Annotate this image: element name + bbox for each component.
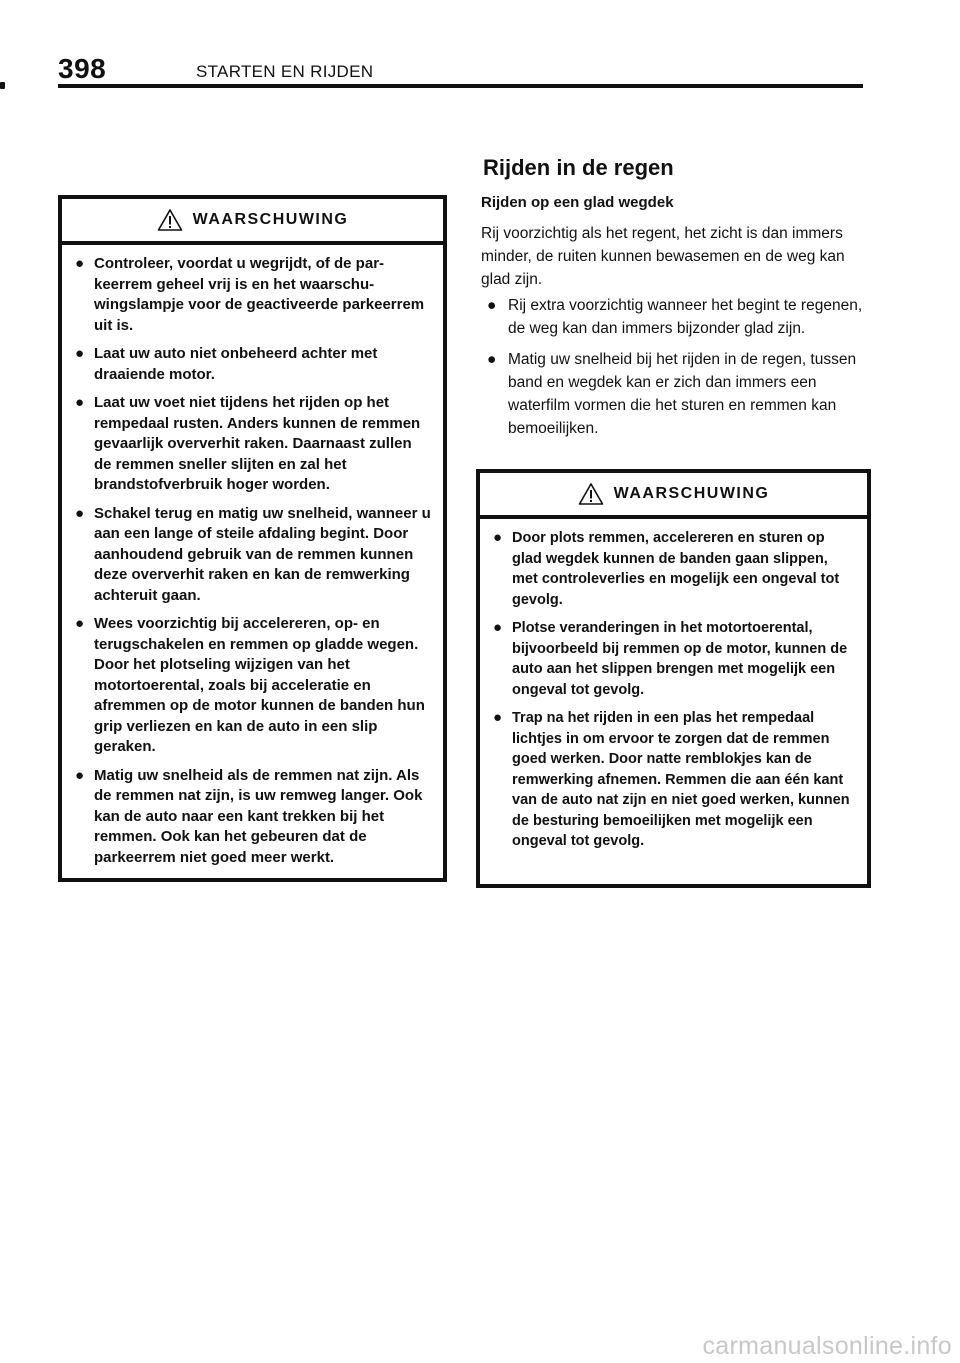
bullet: ● [493,709,503,726]
list-item: ● Trap na het rijden in een plas het rempedaal lichtjes in om ervoor te zorgen dat de remmen goed werken. Door natte remblokjes kan de remwerking afnemen. Remmen die aan één kant van de auto nat zijn en niet goed werken, kunnen de besturing bemoeilijken met mogelijk een ongeval tot gevolg. [493,709,850,849]
bullet: ● [493,529,503,546]
list-item: ● Matig uw snelheid bij het rijden in de regen, tussen band en wegdek kan er zich dan immers een waterfilm vormen die het sturen en remmen kan bemoeilijken. [481,348,871,440]
list-item: ● Laat uw auto niet onbeheerd achter met draaiende motor. [75,345,378,383]
list-item: ● Laat uw voet niet tijdens het rijden op het rempedaal rusten. Anders kunnen de remmen gevaarlijk oververhit raken. Daarnaast zullen de remmen sneller slijten en zal het brandstofverbruik hoger worden. [75,394,421,493]
section-heading: Rijden in de regen [483,155,674,180]
warning-triangle-icon [157,208,183,232]
list-item: ● Rij extra voorzichtig wanneer het begint te regenen, de weg kan dan immers bijzonder glad zijn. [481,294,871,340]
warning-box-right [476,469,871,888]
warning-header [480,473,867,519]
list-item: ● Controleer, voordat u wegrijdt, of de parkeerrem geheel vrij is en het waarschuwingslampje voor de geactiveerde parkeerrem uit is. [75,255,425,334]
bullet: ● [75,615,85,632]
header-rule [58,84,863,88]
section-list [481,294,871,448]
bullet: ● [493,619,503,636]
warning-title: WAARSCHUWING [613,485,770,502]
warning-list [62,245,443,868]
warning-box-left [58,195,447,882]
bullet: ● [75,504,85,522]
bullet: ● [75,345,85,362]
list-item: ● Wees voorzichtig bij accelereren, op- en terugschakelen en remmen op gladde wegen. Door het plotseling wijzigen van het motortoerental, zoals bij acceleratie en afremmen op de motor kunnen de banden hun grip verliezen en kan de auto in een slip geraken. [75,615,425,755]
bullet: ● [487,351,497,368]
page-number: 398 [58,53,107,84]
warning-triangle-icon [578,482,604,506]
section-intro: Rij voorzichtig als het regent, het zicht is dan immers minder, de ruiten kunnen bewasemen en de weg kan glad zijn. [481,225,845,288]
corner-mark [0,82,5,89]
bullet: ● [75,255,85,272]
watermark: carmanualsonline.info [702,1332,952,1360]
warning-title: WAARSCHUWING [192,211,349,228]
bullet: ● [75,766,85,784]
warning-list [480,519,867,852]
warning-header [62,199,443,245]
list-item: ● Matig uw snelheid als de remmen nat zijn. Als de remmen nat zijn, is uw remweg langer. Ook kan de auto naar een kant trekken bij het remmen. Ook kan het gebeuren dat de parkeerrem niet goed meer werkt. [75,766,423,866]
bullet: ● [75,394,85,411]
bullet: ● [487,297,497,314]
list-item: ● Plotse veranderingen in het motortoerental, bijvoorbeeld bij remmen op de motor, kunnen de auto aan het slippen brengen met mogelijk een ongeval tot gevolg. [493,619,848,698]
list-item: ● Schakel terug en matig uw snelheid, wanneer u aan een lange of steile afdaling begint. Door aanhoudend gebruik van de remmen kunnen deze oververhit raken en kan de remwerking achteruit gaan. [75,504,431,604]
list-item: ● Door plots remmen, accelereren en sturen op glad wegdek kunnen de banden gaan slippen, met controleverlies en mogelijk een ongeval tot gevolg. [493,529,840,608]
running-title: STARTEN EN RIJDEN [196,62,374,81]
section-subheading: Rijden op een glad wegdek [481,194,674,211]
